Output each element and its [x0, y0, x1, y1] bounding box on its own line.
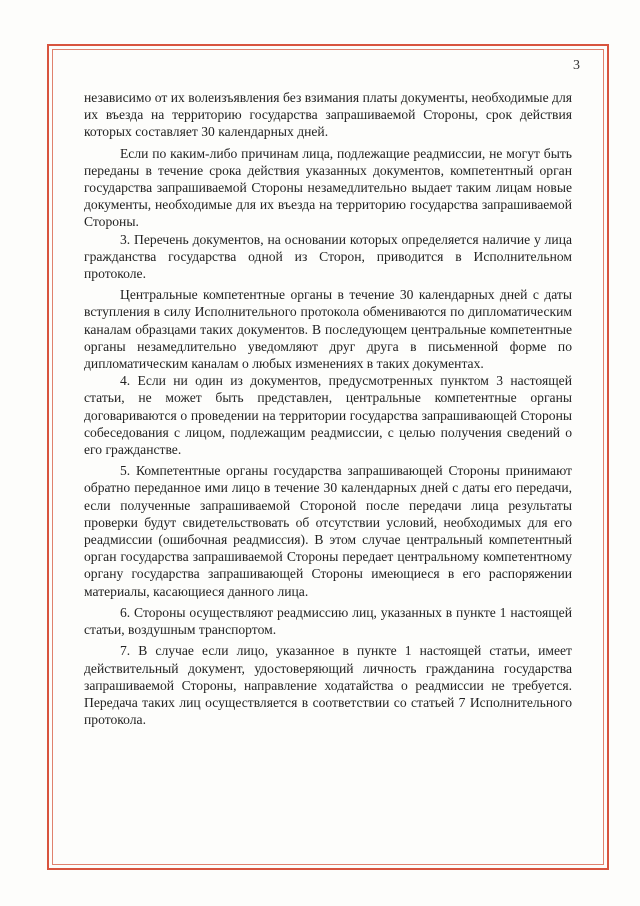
document-body	[84, 89, 572, 728]
paragraph-item-5: 5. Компетентные органы государства запрашивающей Стороны принимают обратно переданное ими лицо в течение 30 календарных дней с даты его передачи, если полученные запрашиваемой Стороной после передачи лица результаты проверки будут свидетельствовать об отсутствии условий, необходимых для его реадмиссии (ошибочная реадмиссия). В этом случае центральный компетентный орган государства запрашиваемой Стороны передает центральному компетентному органу государства запрашивающей Стороны имеющиеся в его распоряжении материалы, касающиеся данного лица.	[84, 463, 572, 599]
paragraph-continuation: независимо от их волеизъявления без взимания платы документы, необходимые для их въезда на территорию государства запрашиваемой Стороны, срок действия которых составляет 30 календарных дней.	[84, 90, 572, 140]
paragraph: Центральные компетентные органы в течение 30 календарных дней с даты вступления в силу Исполнительного протокола обмениваются по дипломатическим каналам образцами таких документов. В последующем центральные компетентные органы незамедлительно уведомляют друг друга в письменной форме по дипломатическим каналам о любых изменениях в таких документах.	[84, 287, 572, 372]
paragraph: Если по каким-либо причинам лица, подлежащие реадмиссии, не могут быть переданы в течение срока действия указанных документов, компетентный орган государства запрашиваемой Стороны незамедлительно выдает таким лицам новые документы, необходимые для их въезда на территорию государства запрашиваемой Стороны.	[84, 145, 572, 230]
paragraph-item-3: 3. Перечень документов, на основании которых определяется наличие у лица гражданства государства одной из Сторон, приводится в Исполнительном протоколе.	[84, 231, 572, 282]
paragraph-item-4: 4. Если ни один из документов, предусмотренных пунктом 3 настоящей статьи, не может быть представлен, центральные компетентные органы договариваются о проведении на территории государства запрашивающей Стороны собеседования с лицом, подлежащим реадмиссии, с целью получения сведений о его гражданстве.	[84, 373, 572, 458]
paragraph-item-6: 6. Стороны осуществляют реадмиссию лиц, указанных в пункте 1 настоящей статьи, воздушным транспортом.	[84, 604, 572, 638]
paragraph-item-7: 7. В случае если лицо, указанное в пункте 1 настоящей статьи, имеет действительный документ, удостоверяющий личность гражданина государства запрашиваемой Стороны, направление ходатайства о реадмиссии не требуется. Передача таких лиц осуществляется в соответствии со статьей 7 Исполнительного протокола.	[84, 643, 572, 728]
page-number: 3	[573, 58, 580, 73]
